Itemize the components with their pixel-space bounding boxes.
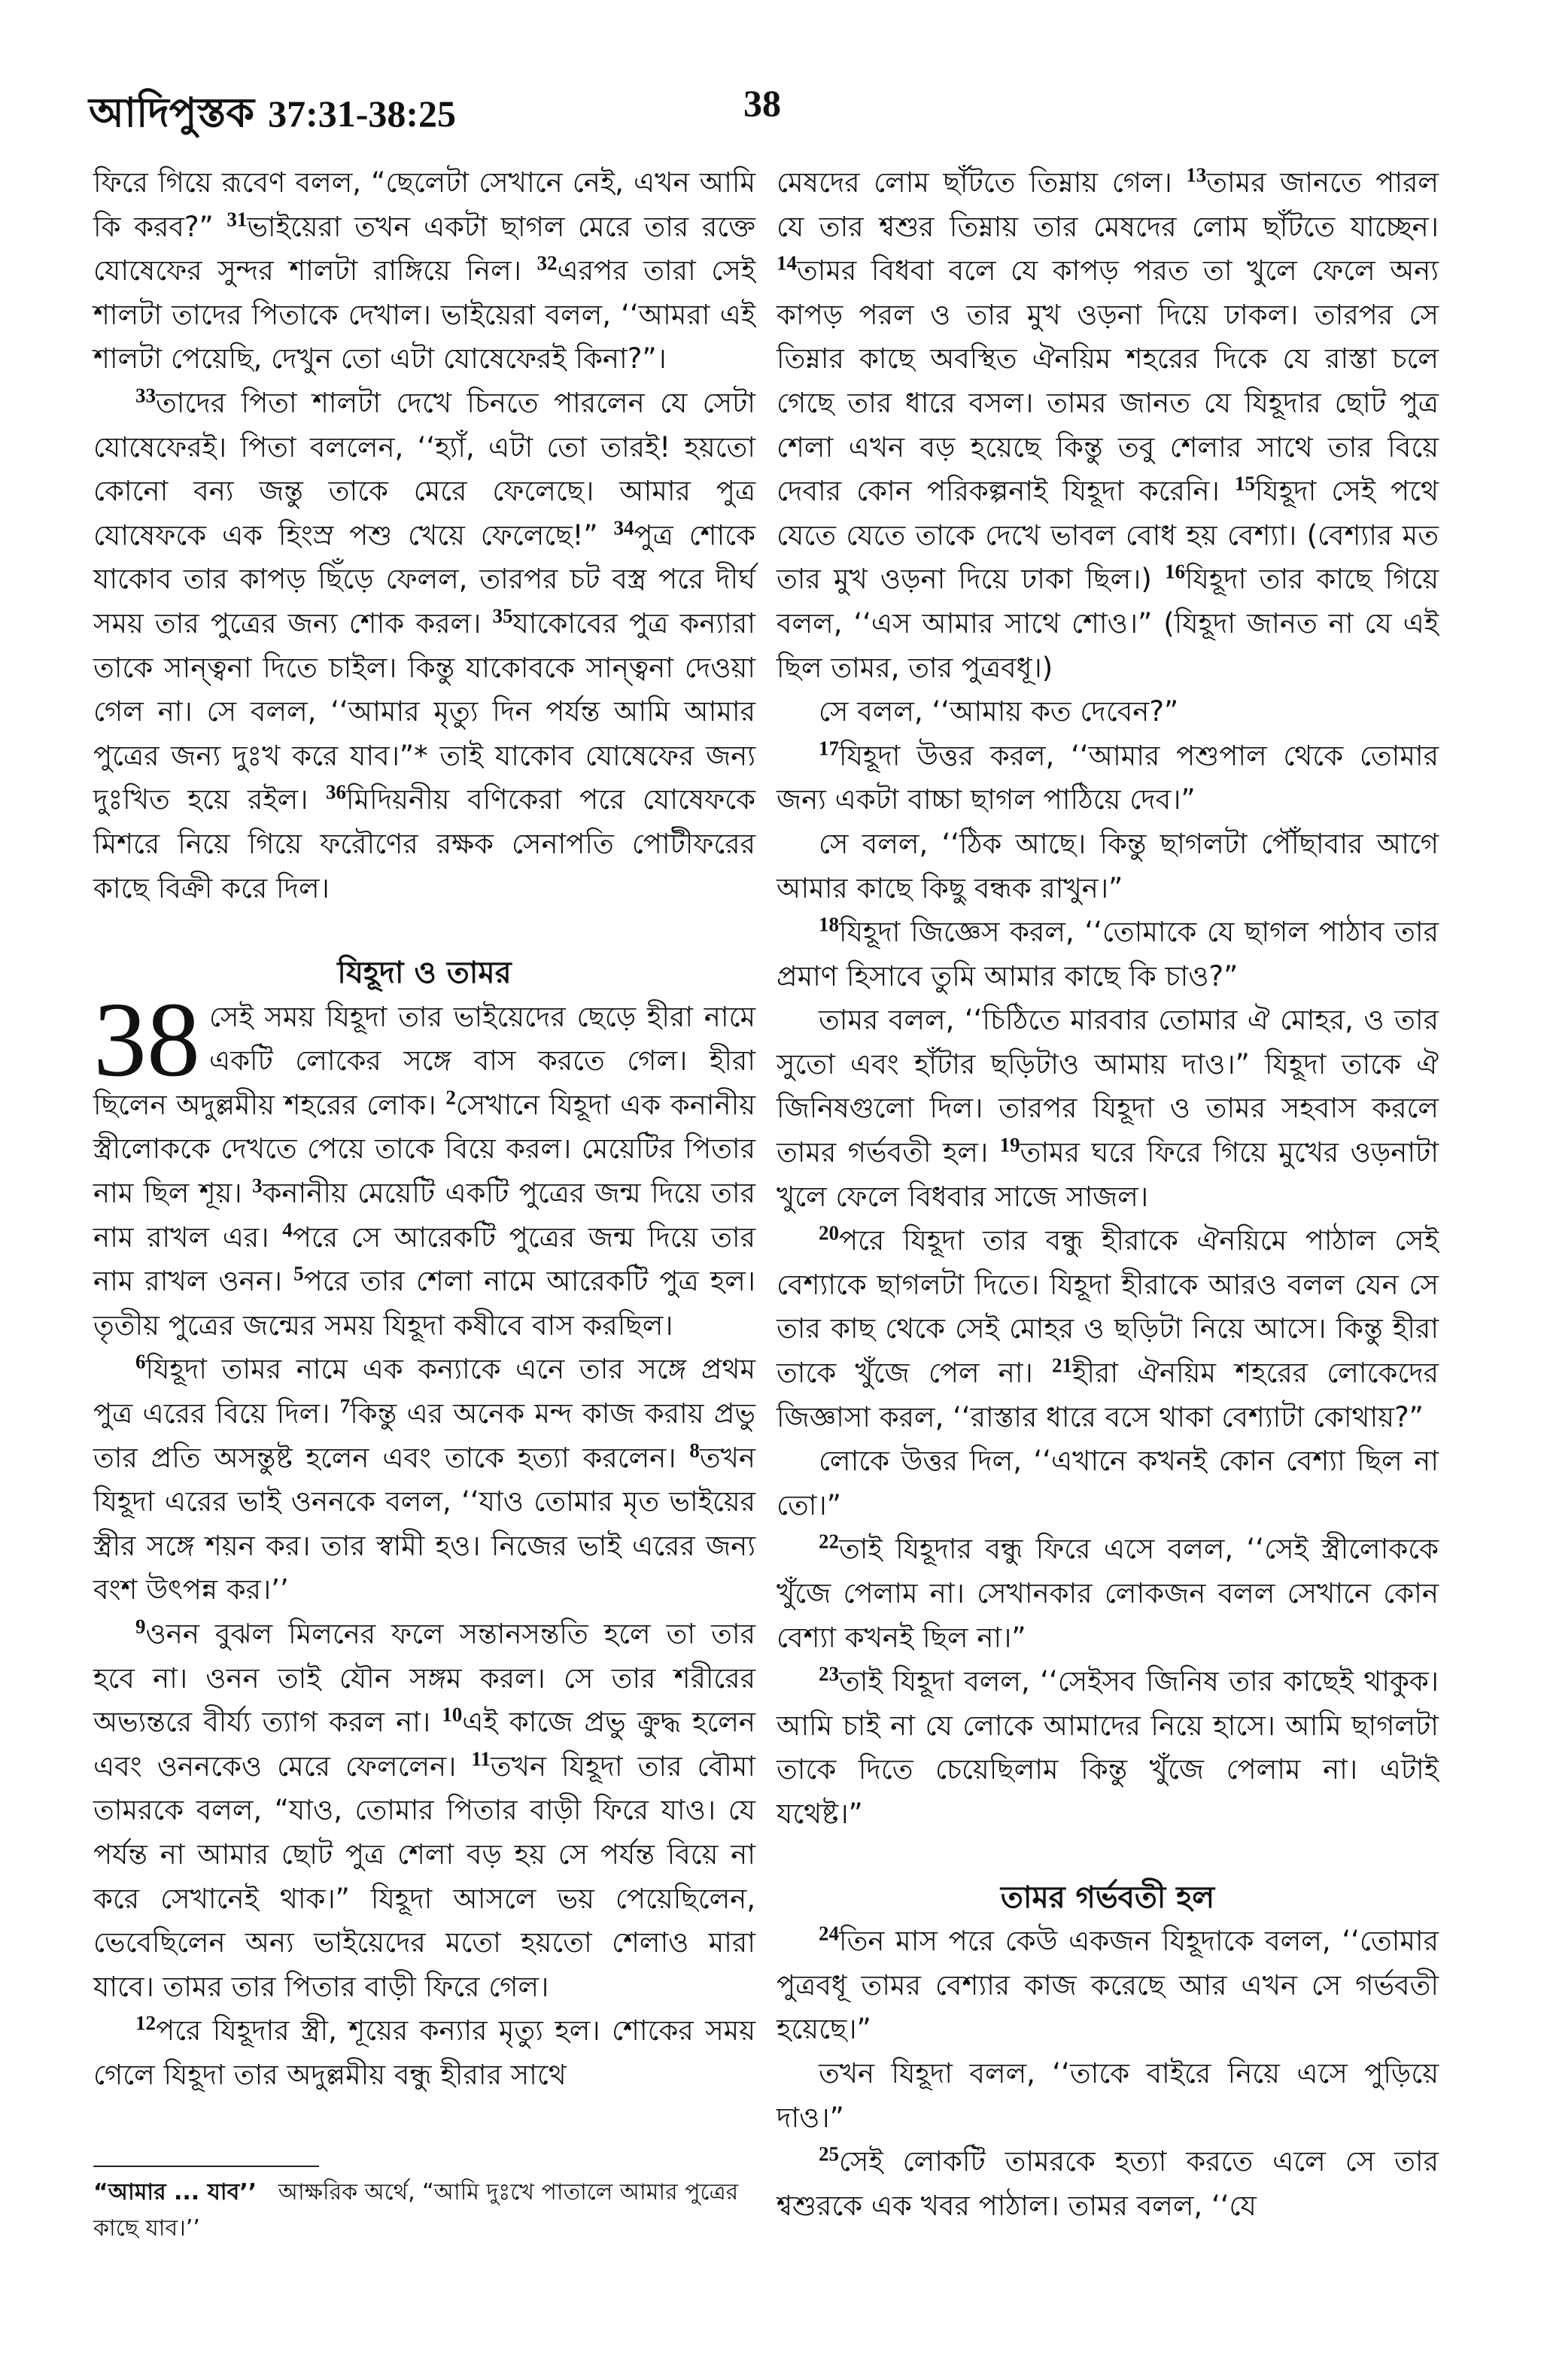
opening-text: সেই সময় যিহূদা তার ভাইয়েদের ছেড়ে হীরা নামে একটি লোকের সঙ্গে বাস করতে গেল। হীরা ছিলেন অদুল্লমীয় শহরের লোক। $^2$সেখানে যিহূদা এক কনানীয় স্ত্রীলোককে দেখতে পেয়ে তাকে বিয়ে করল। মেয়েটির পিতার নাম ছিল শূয়। $^3$কনানীয় মেয়েটি একটি পুত্রের জন্ম দিয়ে তার নাম রাখল এর। $^4$পরে সে আরেকটি পুত্রের জন্ম দিয়ে তার নাম রাখল ওনন। $^5$পরে তার শেলা নামে আরেকটি পুত্র হল। তৃতীয় পুত্রের জন্মের সময় যিহূদা কষীবে বাস করছিল। xyxy=(93,1000,756,1342)
page-number: 38 xyxy=(743,82,781,124)
left-column xyxy=(93,161,755,2098)
verse-number: 17 xyxy=(819,737,839,760)
verse-number: 13 xyxy=(1186,163,1207,187)
paragraph: $^{24}$তিন মাস পরে কেউ একজন যিহূদাকে বলল, ‘‘তোমার পুত্রবধূ তামর বেশ্যার কাজ করেছে আর এখন সে গর্ভবতী হয়েছে।” xyxy=(777,1922,1439,2046)
verse-number: 6 xyxy=(135,1351,146,1374)
verse-number: 3 xyxy=(252,1174,263,1197)
page-header xyxy=(89,81,1451,134)
paragraph: $^{25}$সেই লোকটি তামরকে হত্যা করতে এলে সে তার শ্বশুরকে এক খবর পাঠাল। তামর বলল, ‘‘যে xyxy=(777,2142,1439,2222)
book-name: আদিপুস্তক xyxy=(89,89,255,136)
chapter-range: 37:31-38:25 xyxy=(268,93,457,135)
verse-number: 5 xyxy=(293,1262,304,1285)
verse-number: 9 xyxy=(135,1615,146,1638)
verse-number: 24 xyxy=(819,1922,839,1945)
verse-number: 34 xyxy=(613,516,634,540)
section-heading: তামর গর্ভবতী হল xyxy=(1000,1880,1215,1915)
paragraph: $^{20}$পরে যিহূদা তার বন্ধু হীরাকে ঐনয়িমে পাঠাল সেই বেশ্যাকে ছাগলটা দিতে। যিহূদা হীরাকে আরও বলল যেন সে তার কাছ থেকে সেই মোহর ও ছড়িটা নিয়ে আসে। কিন্তু হীরা তাকে খুঁজে পেল না। $^{21}$হীরা ঐনয়িম শহরের লোকেদের জিজ্ঞাসা করল, ‘‘রাস্তার ধারে বসে থাকা বেশ্যাটা কোথায়?” xyxy=(777,1221,1439,1433)
verse-number: 11 xyxy=(471,1747,491,1771)
paragraph: তামর বলল, ‘‘চিঠিতে মারবার তোমার ঐ মোহর, ও তার সুতো এবং হাঁটার ছড়িটাও আমায় দাও।” যিহূদা তাকে ঐ জিনিষগুলো দিল। তারপর যিহূদা ও তামর সহবাস করলে তামর গর্ভবতী হল। $^{19}$তামর ঘরে ফিরে গিয়ে মুখের ওড়নাটা খুলে ফেলে বিধবার সাজে সাজল। xyxy=(777,1004,1439,1213)
paragraph: মেষদের লোম ছাঁটতে তিম্নায় গেল। $^{13}$তামর জানতে পারল যে তার শ্বশুর তিম্নায় তার মেষদের লোম ছাঁটতে যাচ্ছেন। $^{14}$তামর বিধবা বলে যে কাপড় পরত তা খুলে ফেলে অন্য কাপড় পরল ও তার মুখ ওড়না দিয়ে ঢাকল। তারপর সে তিম্নার কাছে অবস্থিত ঐনয়িম শহরের দিকে যে রাস্তা চলে গেছে তার ধারে বসল। তামর জানত যে যিহূদার ছোট পুত্র শেলা এখন বড় হয়েছে কিন্তু তবু শেলার সাথে তার বিয়ে দেবার কোন পরিকল্পনাই যিহূদা করেনি। $^{15}$যিহূদা সেই পথে যেতে যেতে তাকে দেখে ভাবল বোধ হয় বেশ্যা। (বেশ্যার মত তার মুখ ওড়না দিয়ে ঢাকা ছিল।) $^{16}$যিহূদা তার কাছে গিয়ে বলল, ‘‘এস আমার সাথে শোও।” (যিহূদা জানত না যে এই ছিল তামর, তার পুত্রবধূ।) xyxy=(777,163,1439,684)
footnote-key: “আমার ... যাব’’ xyxy=(93,2179,257,2205)
verse-number: 33 xyxy=(135,384,156,407)
verse-number: 16 xyxy=(1164,561,1185,584)
footnote-rule xyxy=(93,2166,319,2167)
running-head xyxy=(89,81,456,149)
right-column xyxy=(777,161,1439,2228)
verse-number: 19 xyxy=(999,1133,1020,1157)
verse-number: 23 xyxy=(819,1662,839,1685)
verse-number: 22 xyxy=(819,1530,839,1554)
paragraph: সে বলল, ‘‘ঠিক আছে। কিন্তু ছাগলটা পৌঁছাবার আগে আমার কাছে কিছু বন্ধক রাখুন।” xyxy=(777,827,1439,904)
verse-number: 25 xyxy=(819,2142,839,2166)
paragraph: সে বলল, ‘‘আমায় কত দেবেন?” xyxy=(819,695,1179,728)
verse-number: 10 xyxy=(442,1703,463,1726)
paragraph: $^{33}$তাদের পিতা শালটা দেখে চিনতে পারলেন যে সেটা যোষেফেরই। পিতা বললেন, ‘‘হ্যাঁ, এটা তো তারই! হয়তো কোনো বন্য জন্তু তাকে মেরে ফেলেছে। আমার পুত্র যোষেফকে এক হিংস্র পশু খেয়ে ফেলেছে!” $^{34}$পুত্র শোকে যাকোব তার কাপড় ছিঁড়ে ফেলল, তারপর চট বস্ত্র পরে দীর্ঘ সময় তার পুত্রের জন্য শোক করল। $^{35}$যাকোবের পুত্র কন্যারা তাকে সান্ত্বনা দিতে চাইল। কিন্তু যাকোবকে সান্ত্বনা দেওয়া গেল না। সে বলল, ‘‘আমার মৃত্যু দিন পর্যন্ত আমি আমার পুত্রের জন্য দুঃখ করে যাব।”* তাই যাকোব যোষেফের জন্য দুঃখিত হয়ে রইল। $^{36}$মিদিয়নীয় বণিকেরা পরে যোষেফকে মিশরে নিয়ে গিয়ে ফরৌণের রক্ষক সেনাপতি পোটীফরের কাছে বিক্রী করে দিল। xyxy=(93,384,756,904)
footnote-text: আক্ষরিক অর্থে, “আমি দুঃখে পাতালে আমার পুত্রের কাছে যাব।’’ xyxy=(93,2179,739,2242)
verse-number: 31 xyxy=(226,208,248,231)
verse-number: 15 xyxy=(1234,472,1255,495)
verse-number: 35 xyxy=(492,604,513,628)
chapter-opening xyxy=(93,979,756,1348)
verse-number: 32 xyxy=(536,251,558,275)
verse-number: 8 xyxy=(689,1439,700,1462)
paragraph: $^{17}$যিহূদা উত্তর করল, ‘‘আমার পশুপাল থেকে তোমার জন্য একটা বাচ্চা ছাগল পাঠিয়ে দেব।” xyxy=(777,737,1439,816)
verse-number: 14 xyxy=(777,251,797,275)
chapter-number: 38 xyxy=(93,979,200,1099)
paragraph: তখন যিহূদা বলল, ‘‘তাকে বাইরে নিয়ে এসে পুড়িয়ে দাও।” xyxy=(777,2056,1439,2134)
verse-number: 7 xyxy=(339,1394,351,1418)
paragraph: ফিরে গিয়ে রূবেণ বলল, “ছেলেটা সেখানে নেই, এখন আমি কি করব?” $^{31}$ভাইয়েরা তখন একটা ছাগল মেরে তার রক্তে যোষেফের সুন্দর শালটা রাঙ্গিয়ে নিল। $^{32}$এরপর তারা সেই শালটা তাদের পিতাকে দেখাল। ভাইয়েরা বলল, ‘‘আমরা এই শালটা পেয়েছি, দেখুন তো এটা যোষেফেরই কিনা?”। xyxy=(93,166,756,375)
paragraph: $^{12}$পরে যিহূদার স্ত্রী, শূয়ের কন্যার মৃত্যু হল। শোকের সময় গেলে যিহূদা তার অদুল্লমীয় বন্ধু হীরার সাথে xyxy=(93,2012,755,2091)
verse-number: 21 xyxy=(1051,1354,1072,1377)
paragraph: $^{22}$তাই যিহূদার বন্ধু ফিরে এসে বলল, ‘‘সেই স্ত্রীলোককে খুঁজে পেলাম না। সেখানকার লোকজন বলল সেখানে কোন বেশ্যা কখনই ছিল না।” xyxy=(777,1530,1439,1654)
verse-number: 18 xyxy=(819,913,839,936)
verse-number: 36 xyxy=(326,780,347,804)
verse-number: 4 xyxy=(282,1218,293,1242)
paragraph: $^9$ওনন বুঝল মিলনের ফলে সন্তানসন্ততি হলে তা তার হবে না। ওনন তাই যৌন সঙ্গম করল। সে তার শরীরের অভ্যন্তরে বীর্য্য ত্যাগ করল না। $^{10}$এই কাজে প্রভু ক্রুদ্ধ হলেন এবং ওননকেও মেরে ফেললেন। $^{11}$তখন যিহূদা তার বৌমা তামরকে বলল, “যাও, তোমার পিতার বাড়ী ফিরে যাও। যে পর্যন্ত না আমার ছোট পুত্র শেলা বড় হয় সে পর্যন্ত বিয়ে না করে সেখানেই থাক।” যিহূদা আসলে ভয় পেয়েছিলেন, ভেবেছিলেন অন্য ভাইয়েদের মতো হয়তো শেলাও মারা যাবে। তামর তার পিতার বাড়ী ফিরে গেল। xyxy=(93,1615,756,2003)
footnote xyxy=(93,2175,755,2247)
paragraph: লোকে উত্তর দিল, ‘‘এখানে কখনই কোন বেশ্যা ছিল না তো।” xyxy=(777,1445,1439,1521)
verse-number: 2 xyxy=(445,1086,456,1109)
paragraph: $^{18}$যিহূদা জিজ্ঞেস করল, ‘‘তোমাকে যে ছাগল পাঠাব তার প্রমাণ হিসাবে তুমি আমার কাছে কি চাও?” xyxy=(777,913,1439,992)
verse-number: 20 xyxy=(819,1221,839,1245)
verse-number: 12 xyxy=(135,2012,156,2035)
paragraph: $^6$যিহূদা তামর নামে এক কন্যাকে এনে তার সঙ্গে প্রথম পুত্র এরের বিয়ে দিল। $^7$কিন্তু এর অনেক মন্দ কাজ করায় প্রভু তার প্রতি অসন্তুষ্ট হলেন এবং তাকে হত্যা করলেন। $^8$তখন যিহূদা এরের ভাই ওননকে বলল, ‘‘যাও তোমার মৃত ভাইয়ের স্ত্রীর সঙ্গে শয়ন কর। তার স্বামী হও। নিজের ভাই এরের জন্য বংশ উৎপন্ন কর।’’ xyxy=(93,1351,756,1606)
paragraph: $^{23}$তাই যিহূদা বলল, ‘‘সেইসব জিনিষ তার কাছেই থাকুক। আমি চাই না যে লোকে আমাদের নিয়ে হাসে। আমি ছাগলটা তাকে দিতে চেয়েছিলাম কিন্তু খুঁজে পেলাম না। এটাই যথেষ্ট।” xyxy=(777,1662,1439,1830)
section-heading: যিহূদা ও তামর xyxy=(337,956,512,991)
